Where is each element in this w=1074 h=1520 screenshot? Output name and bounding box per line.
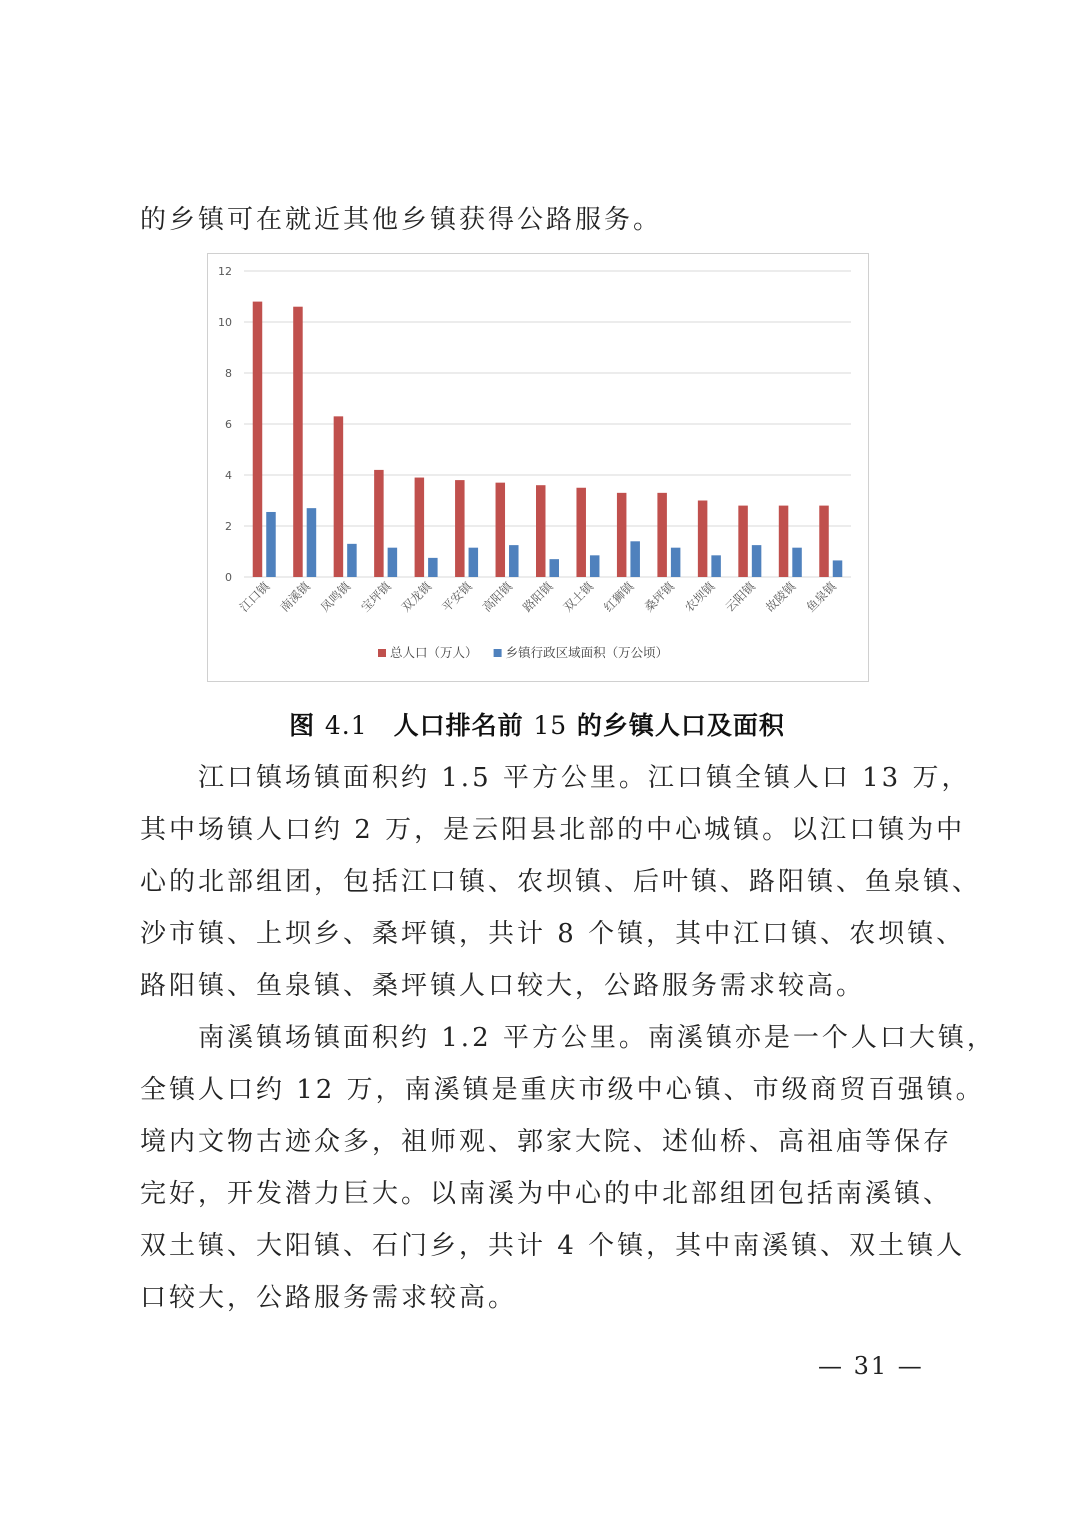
population-bar	[819, 506, 829, 577]
population-bar	[293, 307, 303, 577]
bar-chart	[207, 253, 869, 682]
paragraph-line: 其中场镇人口约 2 万，是云阳县北部的中心城镇。以江口镇为中	[140, 815, 966, 845]
area-bar	[590, 555, 600, 577]
y-tick-label: 12	[218, 265, 232, 278]
paragraph-line: 路阳镇、鱼泉镇、桑坪镇人口较大，公路服务需求较高。	[140, 971, 866, 1001]
population-bar	[657, 493, 667, 577]
area-bar	[469, 548, 479, 577]
x-tick-label: 双龙镇	[398, 579, 435, 615]
population-bar	[536, 485, 546, 577]
intro-line: 的乡镇可在就近其他乡镇获得公路服务。	[140, 205, 663, 235]
y-tick-label: 0	[225, 571, 232, 584]
x-tick-label: 凤鸣镇	[317, 579, 354, 615]
area-bar	[550, 559, 560, 577]
y-tick-label: 4	[225, 469, 232, 482]
population-bar	[738, 506, 748, 577]
population-bar	[576, 488, 586, 577]
caption-number: 4.1	[324, 711, 368, 740]
paragraph-line: 南溪镇场镇面积约 1.2 平方公里。南溪镇亦是一个人口大镇，	[140, 1023, 996, 1053]
area-bar	[266, 512, 276, 577]
x-tick-label: 路阳镇	[520, 579, 556, 615]
x-tick-label: 故陵镇	[763, 579, 799, 615]
x-tick-label: 双土镇	[560, 579, 597, 615]
caption-number-2: 15	[533, 711, 568, 740]
legend-label-area: 乡镇行政区域面积（万公顷）	[505, 645, 669, 660]
population-bar	[334, 416, 344, 577]
population-bar	[698, 501, 708, 578]
population-bar	[496, 483, 506, 577]
area-bar	[347, 544, 357, 577]
y-tick-label: 6	[225, 418, 232, 431]
caption-prefix: 图	[289, 711, 325, 740]
area-bar	[671, 548, 681, 577]
x-tick-label: 桑坪镇	[641, 579, 678, 615]
paragraph-line: 双土镇、大阳镇、石门乡，共计 4 个镇，其中南溪镇、双土镇人	[140, 1231, 966, 1261]
population-bar	[779, 506, 789, 577]
caption-text-b: 的乡镇人口及面积	[567, 711, 785, 740]
area-bar	[388, 548, 398, 577]
paragraph-line: 江口镇场镇面积约 1.5 平方公里。江口镇全镇人口 13 万，	[140, 763, 971, 793]
x-tick-label: 江口镇	[236, 579, 273, 615]
x-tick-label: 鱼泉镇	[803, 579, 839, 615]
area-bar	[833, 560, 843, 577]
x-tick-label: 红狮镇	[601, 579, 637, 615]
area-bar	[711, 555, 721, 577]
population-bar	[617, 493, 627, 577]
y-tick-label: 10	[218, 316, 232, 329]
chart-svg	[208, 254, 868, 681]
legend-label-population: 总人口（万人）	[390, 645, 478, 660]
area-bar	[307, 508, 317, 577]
area-bar	[752, 545, 762, 577]
area-bar	[428, 558, 438, 577]
x-tick-label: 云阳镇	[722, 579, 758, 615]
x-tick-label: 平安镇	[439, 579, 475, 615]
caption-text-a: 人口排名前	[393, 711, 534, 740]
legend-swatch-area	[494, 649, 502, 657]
population-bar	[253, 302, 263, 577]
legend-swatch-population	[378, 649, 386, 657]
y-tick-label: 2	[225, 520, 232, 533]
paragraph-line: 沙市镇、上坝乡、桑坪镇，共计 8 个镇，其中江口镇、农坝镇、	[140, 919, 966, 949]
paragraph-line: 口较大，公路服务需求较高。	[140, 1283, 518, 1313]
page-number: — 31 —	[818, 1352, 924, 1380]
x-tick-label: 宝坪镇	[358, 579, 394, 615]
area-bar	[630, 541, 640, 577]
x-tick-label: 高阳镇	[479, 579, 516, 615]
area-bar	[509, 545, 519, 577]
paragraph-line: 境内文物古迹众多，祖师观、郭家大院、述仙桥、高祖庙等保存	[140, 1127, 953, 1157]
caption-gap	[368, 711, 394, 740]
x-tick-label: 南溪镇	[277, 579, 313, 615]
figure-caption	[0, 706, 1074, 742]
x-tick-label: 农坝镇	[682, 579, 718, 615]
y-tick-label: 8	[225, 367, 232, 380]
area-bar	[792, 548, 802, 577]
population-bar	[374, 470, 384, 577]
paragraph-line: 完好，开发潜力巨大。以南溪为中心的中北部组团包括南溪镇、	[140, 1179, 953, 1209]
population-bar	[415, 478, 425, 577]
paragraph-line: 心的北部组团，包括江口镇、农坝镇、后叶镇、路阳镇、鱼泉镇、	[140, 867, 982, 897]
paragraph-line: 全镇人口约 12 万，南溪镇是重庆市级中心镇、市级商贸百强镇。	[140, 1075, 985, 1105]
population-bar	[455, 480, 465, 577]
